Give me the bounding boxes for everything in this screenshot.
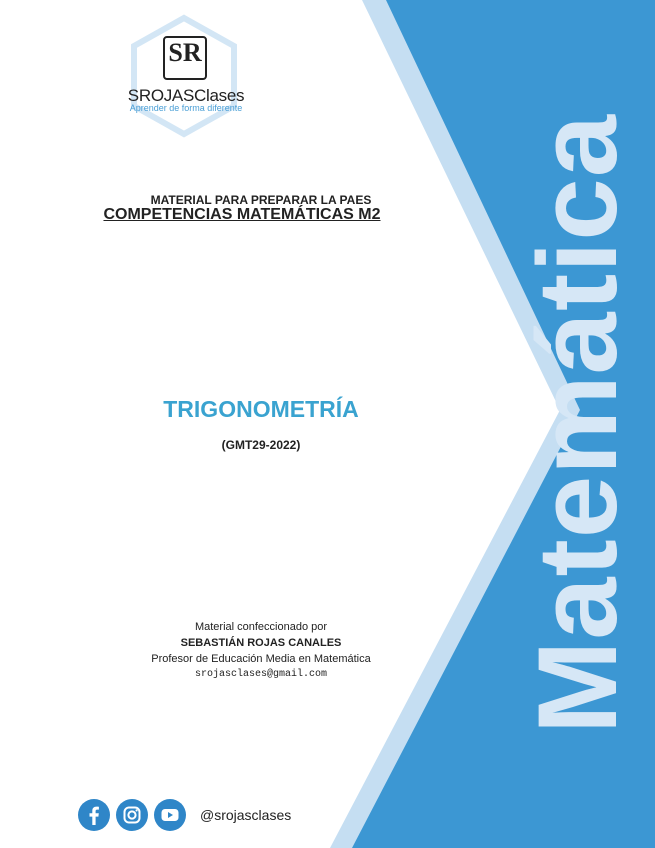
material-kicker: MATERIAL PARA PREPARAR LA PAES bbox=[150, 193, 372, 207]
logo-brand-name: SROJASClases bbox=[127, 86, 245, 105]
logo-monogram-text: SR bbox=[168, 38, 202, 67]
facebook-icon[interactable] bbox=[78, 799, 110, 831]
side-banner-word: Matemática bbox=[515, 113, 640, 735]
topic-title: TRIGONOMETRÍA bbox=[163, 396, 359, 422]
instagram-icon[interactable] bbox=[116, 799, 148, 831]
youtube-icon[interactable] bbox=[154, 799, 186, 831]
document-title bbox=[0, 206, 484, 224]
logo-tagline: Aprender de forma diferente bbox=[129, 103, 243, 113]
credits-author-role: Profesor de Educación Media en Matemática bbox=[151, 653, 371, 665]
social-handle[interactable]: @srojasclases bbox=[200, 807, 292, 823]
logo-monogram bbox=[163, 36, 207, 80]
social-links bbox=[78, 799, 291, 831]
credits-email: srojasclases@gmail.com bbox=[194, 669, 328, 680]
credits-author-name: SEBASTIÁN ROJAS CANALES bbox=[180, 637, 342, 649]
document-title-text: COMPETENCIAS MATEMÁTICAS M2 bbox=[103, 206, 381, 223]
credits-made-by: Material confeccionado por bbox=[194, 621, 328, 633]
author-credits bbox=[86, 619, 436, 683]
topic-code: (GMT29-2022) bbox=[221, 438, 301, 452]
